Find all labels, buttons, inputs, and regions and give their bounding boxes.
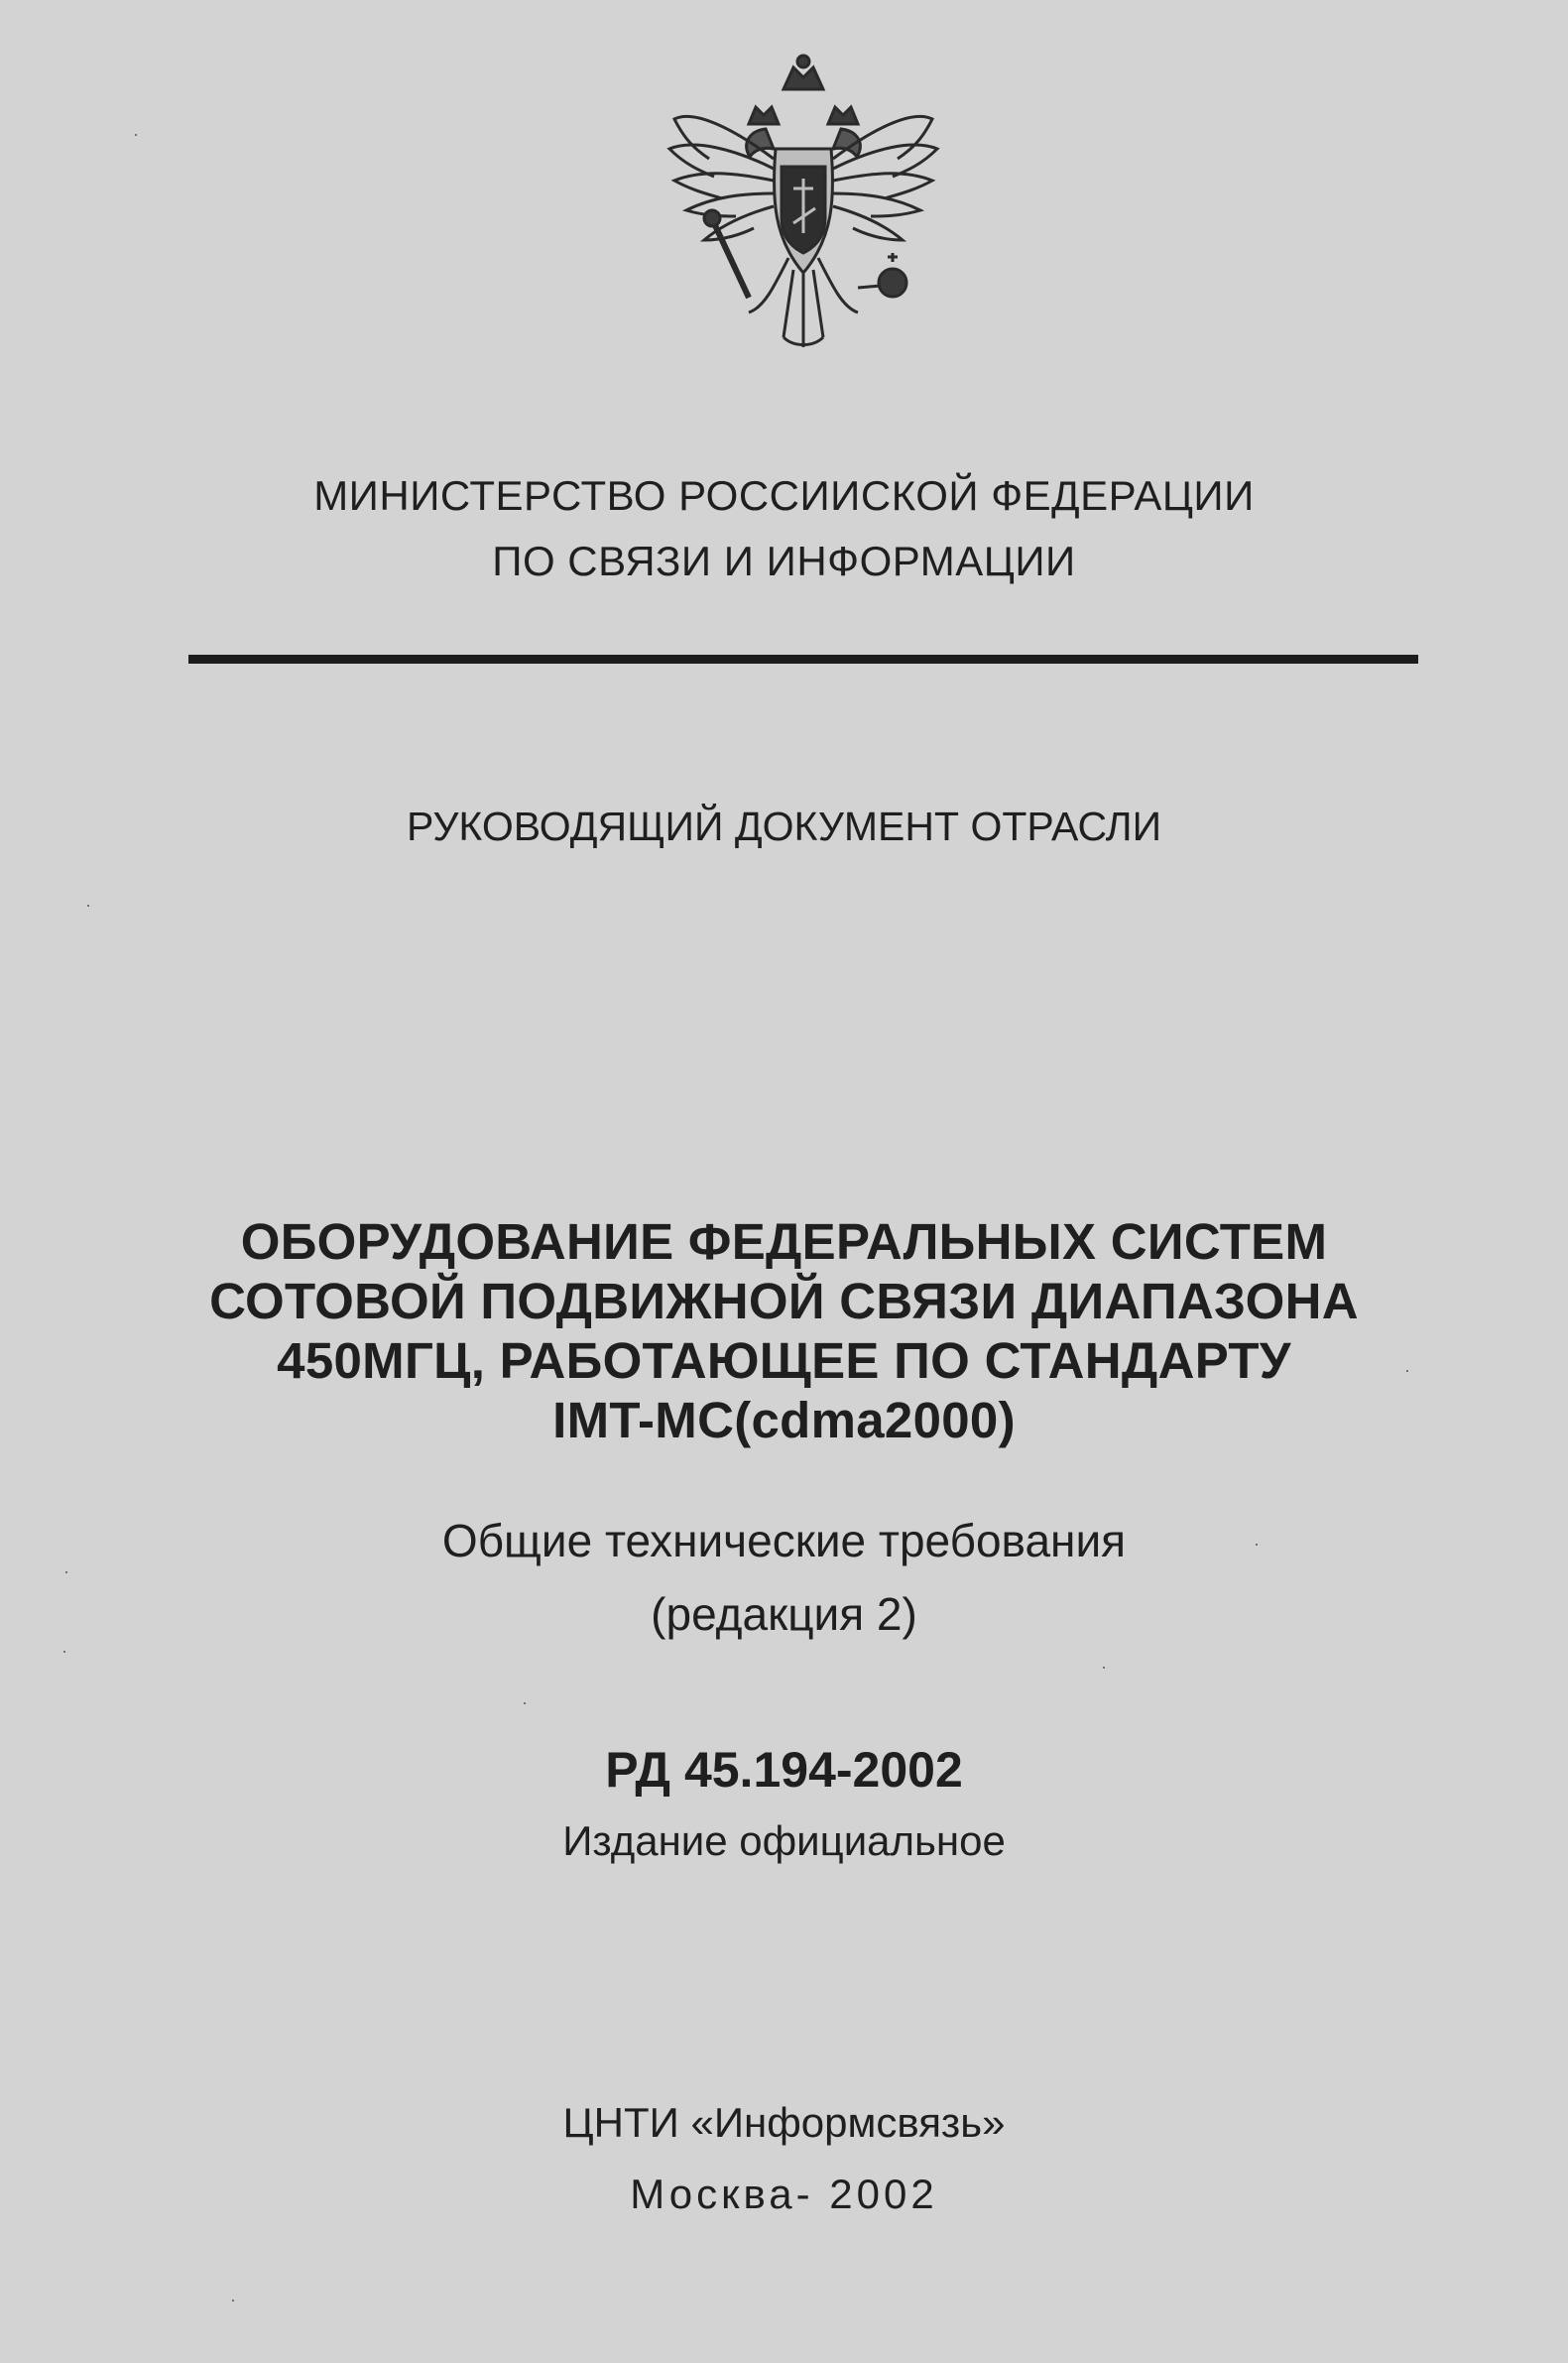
document-subtitle: Общие технические требования: [441, 1515, 1127, 1566]
document-title-line-2: СОТОВОЙ ПОДВИЖНОЙ СВЯЗИ ДИАПАЗОНА: [209, 1273, 1359, 1329]
scan-speck: [1256, 1544, 1258, 1546]
publisher-name: ЦНТИ «Информсвязь»: [562, 2099, 1006, 2146]
scan-speck: [232, 2300, 234, 2301]
edition-note: Издание официальное: [562, 1817, 1006, 1864]
scan-speck: [524, 1702, 526, 1704]
city-and-year: Москва- 2002: [630, 2171, 938, 2217]
ministry-name-line-2: ПО СВЯЗИ И ИНФОРМАЦИИ: [492, 538, 1076, 584]
document-title-line-3: 450МГЦ, РАБОТАЮЩЕЕ ПО СТАНДАРТУ: [277, 1332, 1291, 1389]
scan-speck: [87, 905, 89, 907]
ministry-name-line-1: МИНИСТЕРСТВО РОССИИСКОЙ ФЕДЕРАЦИИ: [313, 472, 1255, 519]
emblem-icon: [655, 50, 952, 377]
document-code: РД 45.194-2002: [605, 1742, 963, 1798]
scan-speck: [1406, 1370, 1408, 1372]
document-title-line-1: ОБОРУДОВАНИЕ ФЕДЕРАЛЬНЫХ СИСТЕМ: [240, 1213, 1328, 1270]
document-revision: (редакция 2): [651, 1588, 917, 1640]
scan-speck: [135, 134, 137, 136]
scan-speck: [63, 1651, 65, 1653]
document-title-line-4: IMT-MC(cdma2000): [552, 1392, 1016, 1448]
horizontal-rule: [188, 655, 1418, 664]
scan-speck: [65, 1571, 67, 1573]
document-type: РУКОВОДЯЩИЙ ДОКУМЕНТ ОТРАСЛИ: [406, 804, 1162, 849]
scan-speck: [1103, 1667, 1105, 1669]
